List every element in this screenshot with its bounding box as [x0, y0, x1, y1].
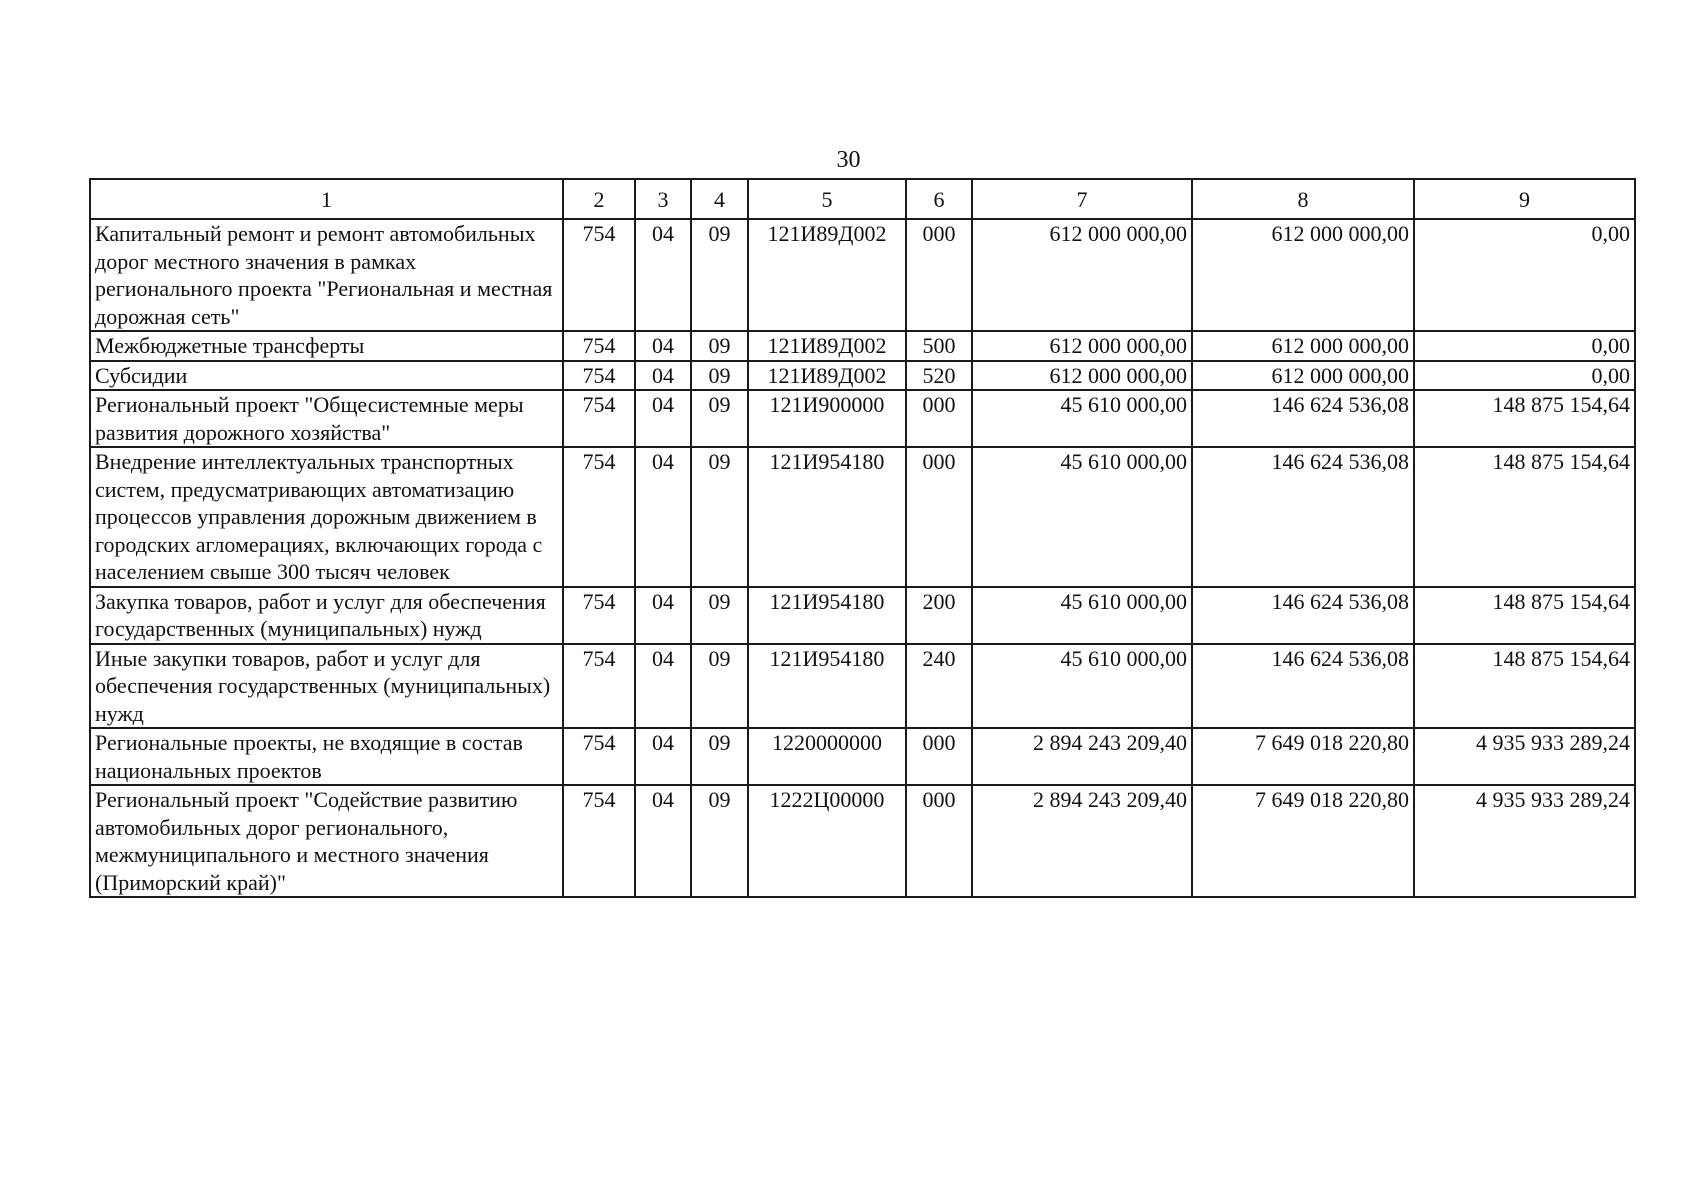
section-code: 04 [635, 587, 691, 644]
expense-type-code: 500 [906, 331, 972, 361]
amount-col-9: 0,00 [1414, 361, 1635, 391]
subsection-code: 09 [691, 728, 748, 785]
amount-col-9: 0,00 [1414, 219, 1635, 331]
amount-col-7: 612 000 000,00 [972, 219, 1192, 331]
amount-col-8: 612 000 000,00 [1192, 361, 1414, 391]
target-article-code: 121И89Д002 [748, 331, 906, 361]
expense-type-code: 200 [906, 587, 972, 644]
target-article-code: 121И954180 [748, 644, 906, 729]
section-code: 04 [635, 785, 691, 897]
column-header: 1 [90, 179, 563, 219]
column-header: 9 [1414, 179, 1635, 219]
subsection-code: 09 [691, 785, 748, 897]
row-name: Региональный проект "Общесистемные меры развития дорожного хозяйства" [90, 390, 563, 447]
ministry-code: 754 [563, 390, 635, 447]
column-header: 7 [972, 179, 1192, 219]
ministry-code: 754 [563, 785, 635, 897]
amount-col-8: 146 624 536,08 [1192, 587, 1414, 644]
amount-col-9: 4 935 933 289,24 [1414, 785, 1635, 897]
column-header: 3 [635, 179, 691, 219]
table-row [90, 390, 1635, 447]
ministry-code: 754 [563, 331, 635, 361]
table-row [90, 331, 1635, 361]
table-row [90, 361, 1635, 391]
expense-type-code: 520 [906, 361, 972, 391]
subsection-code: 09 [691, 644, 748, 729]
amount-col-7: 612 000 000,00 [972, 331, 1192, 361]
row-name: Иные закупки товаров, работ и услуг для обеспечения государственных (муниципальных) нужд [90, 644, 563, 729]
column-header: 4 [691, 179, 748, 219]
expense-type-code: 000 [906, 390, 972, 447]
amount-col-7: 45 610 000,00 [972, 447, 1192, 587]
amount-col-9: 0,00 [1414, 331, 1635, 361]
page-number: 30 [836, 147, 861, 173]
target-article-code: 121И900000 [748, 390, 906, 447]
budget-table [89, 178, 1636, 898]
amount-col-8: 146 624 536,08 [1192, 390, 1414, 447]
column-header: 2 [563, 179, 635, 219]
table-row [90, 644, 1635, 729]
amount-col-9: 148 875 154,64 [1414, 587, 1635, 644]
subsection-code: 09 [691, 447, 748, 587]
target-article-code: 121И89Д002 [748, 219, 906, 331]
row-name: Капитальный ремонт и ремонт автомобильных дорог местного значения в рамках регионального проекта "Региональная и местная дорожная сеть" [90, 219, 563, 331]
expense-type-code: 000 [906, 447, 972, 587]
amount-col-7: 45 610 000,00 [972, 644, 1192, 729]
row-name: Межбюджетные трансферты [90, 331, 563, 361]
column-header: 6 [906, 179, 972, 219]
table-row [90, 785, 1635, 897]
amount-col-9: 148 875 154,64 [1414, 644, 1635, 729]
section-code: 04 [635, 219, 691, 331]
target-article-code: 121И954180 [748, 587, 906, 644]
subsection-code: 09 [691, 219, 748, 331]
header-row [90, 179, 1635, 219]
section-code: 04 [635, 390, 691, 447]
row-name: Закупка товаров, работ и услуг для обеспечения государственных (муниципальных) нужд [90, 587, 563, 644]
table-row [90, 219, 1635, 331]
table-row [90, 728, 1635, 785]
subsection-code: 09 [691, 331, 748, 361]
ministry-code: 754 [563, 219, 635, 331]
section-code: 04 [635, 644, 691, 729]
amount-col-8: 612 000 000,00 [1192, 331, 1414, 361]
amount-col-7: 612 000 000,00 [972, 361, 1192, 391]
ministry-code: 754 [563, 361, 635, 391]
subsection-code: 09 [691, 390, 748, 447]
row-name: Субсидии [90, 361, 563, 391]
amount-col-7: 45 610 000,00 [972, 390, 1192, 447]
target-article-code: 121И954180 [748, 447, 906, 587]
subsection-code: 09 [691, 361, 748, 391]
section-code: 04 [635, 331, 691, 361]
expense-type-code: 000 [906, 785, 972, 897]
expense-type-code: 240 [906, 644, 972, 729]
table-row [90, 447, 1635, 587]
row-name: Региональные проекты, не входящие в состав национальных проектов [90, 728, 563, 785]
target-article-code: 1220000000 [748, 728, 906, 785]
section-code: 04 [635, 447, 691, 587]
amount-col-8: 146 624 536,08 [1192, 644, 1414, 729]
amount-col-9: 4 935 933 289,24 [1414, 728, 1635, 785]
amount-col-9: 148 875 154,64 [1414, 447, 1635, 587]
ministry-code: 754 [563, 728, 635, 785]
amount-col-8: 7 649 018 220,80 [1192, 785, 1414, 897]
target-article-code: 1222Ц00000 [748, 785, 906, 897]
section-code: 04 [635, 361, 691, 391]
subsection-code: 09 [691, 587, 748, 644]
expense-type-code: 000 [906, 219, 972, 331]
amount-col-9: 148 875 154,64 [1414, 390, 1635, 447]
target-article-code: 121И89Д002 [748, 361, 906, 391]
amount-col-7: 2 894 243 209,40 [972, 728, 1192, 785]
row-name: Региональный проект "Содействие развитию автомобильных дорог регионального, межмуниципального и местного значения (Приморский край)" [90, 785, 563, 897]
amount-col-7: 45 610 000,00 [972, 587, 1192, 644]
amount-col-8: 612 000 000,00 [1192, 219, 1414, 331]
column-header: 8 [1192, 179, 1414, 219]
ministry-code: 754 [563, 644, 635, 729]
amount-col-8: 7 649 018 220,80 [1192, 728, 1414, 785]
row-name: Внедрение интеллектуальных транспортных систем, предусматривающих автоматизацию процессов управления дорожным движением в городских агломерациях, включающих города с населением свыше 300 тысяч человек [90, 447, 563, 587]
expense-type-code: 000 [906, 728, 972, 785]
ministry-code: 754 [563, 447, 635, 587]
column-header: 5 [748, 179, 906, 219]
amount-col-7: 2 894 243 209,40 [972, 785, 1192, 897]
table-row [90, 587, 1635, 644]
ministry-code: 754 [563, 587, 635, 644]
section-code: 04 [635, 728, 691, 785]
amount-col-8: 146 624 536,08 [1192, 447, 1414, 587]
